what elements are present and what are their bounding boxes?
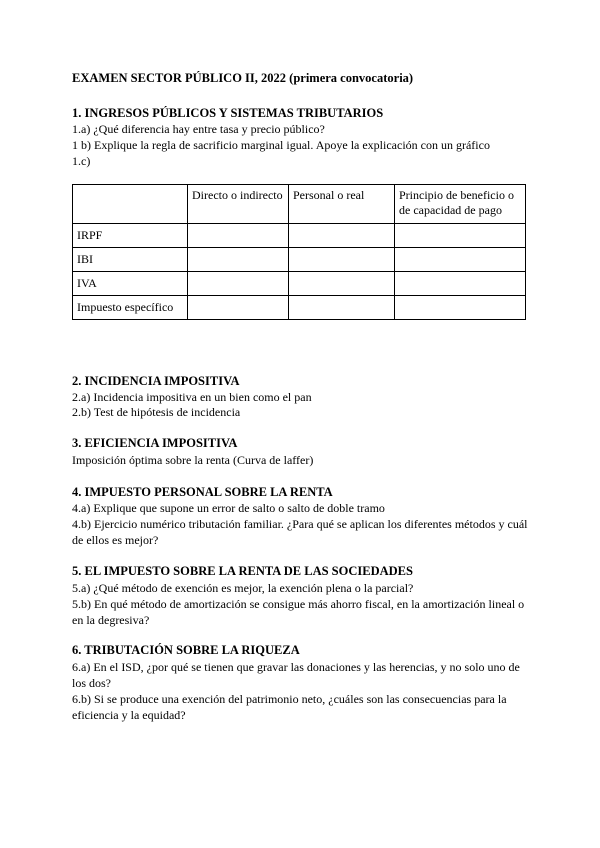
question-5b: 5.b) En qué método de amortización se consigue más ahorro fiscal, en la amortización lineal o en la degresiva? — [72, 597, 525, 627]
question-5a: 5.a) ¿Qué método de exención es mejor, la exención plena o la parcial? — [72, 581, 414, 595]
table-cell — [188, 248, 289, 272]
question-2a: 2.a) Incidencia impositiva en un bien como el pan — [72, 390, 312, 404]
question-1a: 1.a) ¿Qué diferencia hay entre tasa y precio público? — [72, 122, 325, 136]
table-header-row — [73, 185, 526, 224]
table-cell — [395, 296, 526, 320]
table-row — [73, 248, 526, 272]
table-cell — [289, 224, 395, 248]
table-cell — [395, 272, 526, 296]
question-4a: 4.a) Explique que supone un error de salto o salto de doble tramo — [72, 501, 385, 515]
table-cell — [395, 248, 526, 272]
section-5-heading: 5. EL IMPUESTO SOBRE LA RENTA DE LAS SOCIEDADES — [72, 564, 413, 578]
table-header-cell: Principio de beneficio o de capacidad de pago — [395, 185, 526, 224]
section-4-heading: 4. IMPUESTO PERSONAL SOBRE LA RENTA — [72, 485, 333, 499]
table-header-cell: Personal o real — [289, 185, 395, 224]
table-cell — [188, 224, 289, 248]
question-2b: 2.b) Test de hipótesis de incidencia — [72, 405, 241, 419]
table-row — [73, 272, 526, 296]
table-row — [73, 296, 526, 320]
table-header-cell — [73, 185, 188, 224]
table-cell — [289, 248, 395, 272]
question-6b: 6.b) Si se produce una exención del patrimonio neto, ¿cuáles son las consecuencias para la eficiencia y la equidad? — [72, 692, 507, 722]
question-1c: 1.c) — [72, 154, 91, 168]
table-row-label: IRPF — [73, 224, 188, 248]
table-row-label: Impuesto específico — [73, 296, 188, 320]
section-2-heading: 2. INCIDENCIA IMPOSITIVA — [72, 374, 240, 388]
question-6a: 6.a) En el ISD, ¿por qué se tienen que gravar las donaciones y las herencias, y no solo uno de los dos? — [72, 660, 520, 690]
question-1b: 1 b) Explique la regla de sacrificio marginal igual. Apoye la explicación con un gráfico — [72, 138, 490, 152]
table-row-label: IVA — [73, 272, 188, 296]
exam-title: EXAMEN SECTOR PÚBLICO II, 2022 (primera convocatoria) — [72, 71, 414, 85]
table-cell — [188, 296, 289, 320]
table-row-label: IBI — [73, 248, 188, 272]
table-cell — [289, 272, 395, 296]
question-3: Imposición óptima sobre la renta (Curva de laffer) — [72, 453, 314, 467]
table-cell — [188, 272, 289, 296]
section-3-heading: 3. EFICIENCIA IMPOSITIVA — [72, 436, 238, 450]
question-4b: 4.b) Ejercicio numérico tributación familiar. ¿Para qué se aplican los diferentes métodos y cuál de ellos es mejor? — [72, 517, 528, 547]
table-header-cell: Directo o indirecto — [188, 185, 289, 224]
table-cell — [395, 224, 526, 248]
table-cell — [289, 296, 395, 320]
tax-classification-table — [72, 184, 526, 320]
section-6-heading: 6. TRIBUTACIÓN SOBRE LA RIQUEZA — [72, 643, 300, 657]
section-1-heading: 1. INGRESOS PÚBLICOS Y SISTEMAS TRIBUTARIOS — [72, 106, 384, 120]
table-row — [73, 224, 526, 248]
